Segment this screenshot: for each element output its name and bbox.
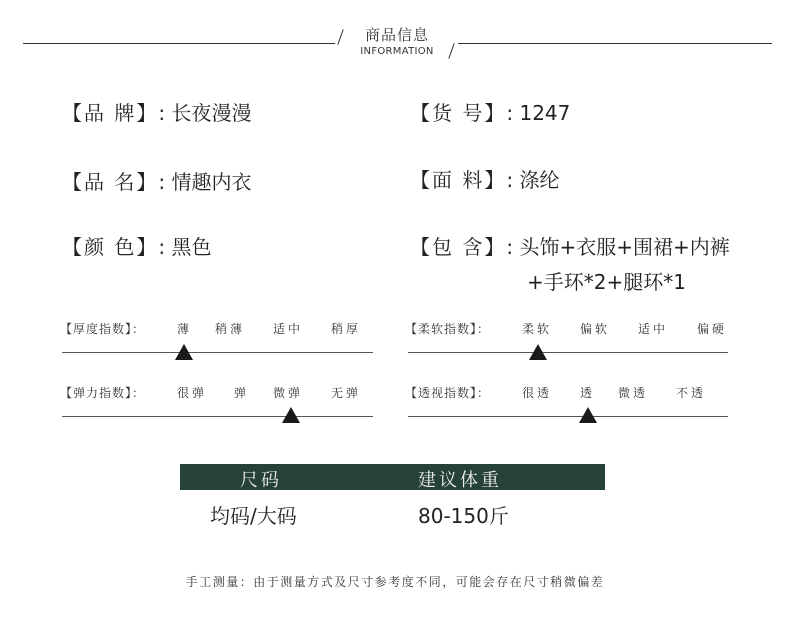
fabric-label: 【面 料】	[410, 168, 507, 192]
scale-thickness-option: 稍厚	[331, 322, 362, 336]
scale-softness-option: 适中	[638, 322, 669, 336]
scale-thickness-option: 稍薄	[215, 322, 246, 336]
includes-row	[410, 231, 730, 260]
scale-softness-title: 【柔软指数】：	[405, 322, 491, 336]
scale-softness-marker	[529, 344, 547, 360]
scale-softness-option: 偏硬	[697, 322, 728, 336]
scale-softness-option: 柔软	[522, 322, 553, 336]
header-left-slash	[337, 29, 343, 44]
scale-elasticity-option: 微弹	[273, 386, 304, 400]
size-column-header: 尺码	[240, 470, 282, 491]
brand-label: 【品 牌】	[62, 101, 159, 125]
scale-elasticity-marker	[282, 407, 300, 423]
scale-elasticity-option: 弹	[234, 386, 250, 400]
header-title-en: INFORMATION	[360, 46, 434, 57]
scale-elasticity-title: 【弹力指数】：	[60, 386, 146, 400]
scale-thickness-line	[62, 352, 373, 353]
scale-transparency-title: 【透视指数】：	[405, 386, 491, 400]
scale-elasticity-option: 很弹	[177, 386, 208, 400]
color-label: 【颜 色】	[62, 235, 159, 259]
color-colon: :	[158, 235, 172, 259]
scale-transparency-option: 很透	[522, 386, 553, 400]
name-label: 【品 名】	[62, 170, 159, 194]
color-value: 黑色	[171, 235, 212, 259]
includes-colon: :	[506, 235, 520, 259]
fabric-colon: :	[506, 168, 520, 192]
includes-label: 【包 含】	[410, 235, 507, 259]
fabric-row	[410, 164, 559, 193]
includes-row-2	[527, 266, 686, 295]
item-no-row	[410, 97, 570, 126]
header-title-cn: 商品信息	[364, 26, 429, 44]
scale-softness-option: 偏软	[580, 322, 611, 336]
scale-softness-line	[408, 352, 728, 353]
scale-thickness-option: 薄	[177, 322, 193, 336]
scale-thickness-marker	[175, 344, 193, 360]
scale-elasticity-option: 无弹	[331, 386, 362, 400]
header-right-slash	[448, 43, 454, 58]
item-no-colon: :	[506, 101, 520, 125]
name-value: 情趣内衣	[171, 170, 252, 194]
measurement-note: 手工测量：由于测量方式及尺寸参考度不同，可能会存在尺寸稍微偏差	[185, 575, 605, 589]
color-row	[62, 231, 211, 260]
scale-transparency-option: 透	[580, 386, 596, 400]
name-row	[62, 166, 251, 195]
header-left-rule	[23, 43, 335, 44]
scale-thickness-option: 适中	[273, 322, 304, 336]
weight-column-header: 建议体重	[418, 470, 502, 491]
fabric-value: 涤纶	[519, 168, 560, 192]
weight-cell: 80-150斤	[418, 504, 509, 528]
scale-transparency-marker	[579, 407, 597, 423]
name-colon: :	[158, 170, 172, 194]
brand-row	[62, 97, 251, 126]
scale-transparency-line	[408, 416, 728, 417]
includes-line2: +手环*2+腿环*1	[527, 270, 686, 294]
scale-elasticity-line	[62, 416, 373, 417]
scale-thickness-title: 【厚度指数】：	[60, 322, 146, 336]
item-no-value: 1247	[519, 101, 571, 125]
header-right-rule	[458, 43, 772, 44]
size-cell: 均码/大码	[210, 504, 297, 528]
includes-line1: 头饰+衣服+围裙+内裤	[519, 235, 730, 259]
scale-transparency-option: 微透	[618, 386, 649, 400]
item-no-label: 【货 号】	[410, 101, 507, 125]
brand-colon: :	[158, 101, 172, 125]
brand-value: 长夜漫漫	[171, 101, 252, 125]
scale-transparency-option: 不透	[676, 386, 707, 400]
